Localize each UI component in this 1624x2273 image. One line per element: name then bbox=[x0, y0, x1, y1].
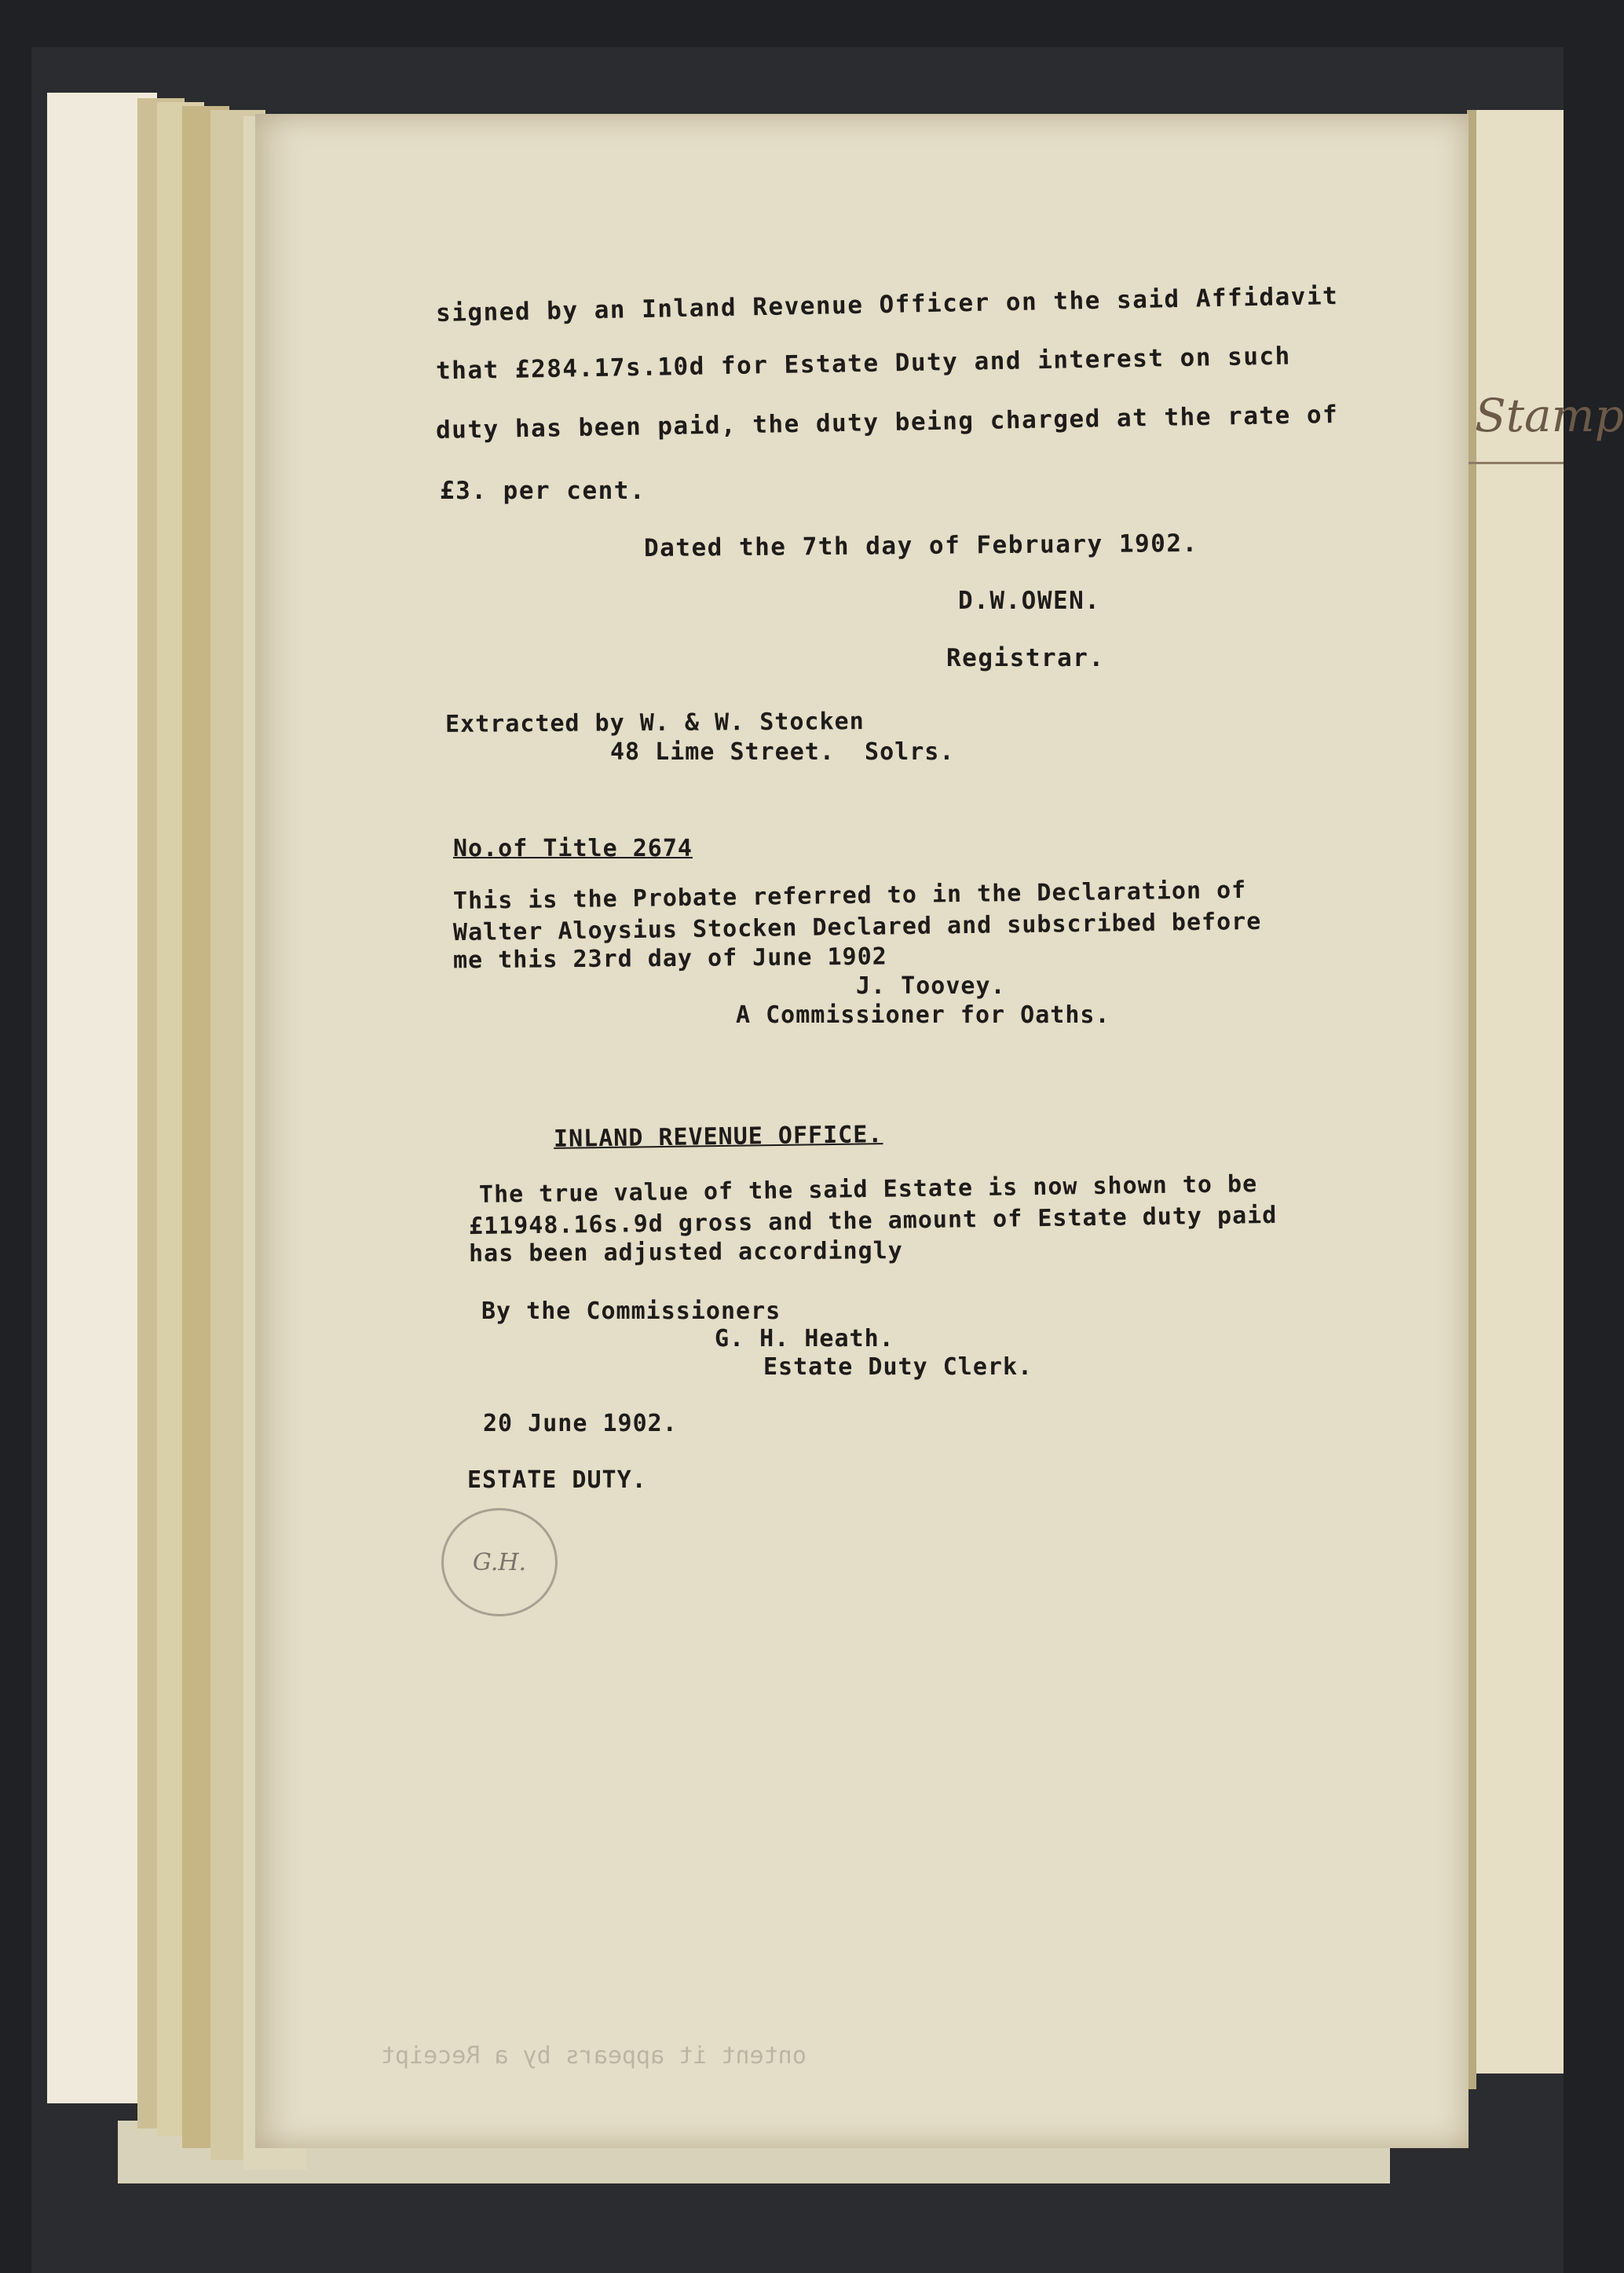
estate-duty: ESTATE DUTY. bbox=[467, 1466, 647, 1494]
circular-stamp bbox=[441, 1508, 558, 1616]
office-date: 20 June 1902. bbox=[483, 1410, 678, 1437]
clerk-title: Estate Duty Clerk. bbox=[763, 1353, 1033, 1381]
office-text-line: The true value of the said Estate is now shown to be bbox=[478, 1170, 1258, 1209]
extracted-by: Extracted by W. & W. Stocken bbox=[444, 708, 865, 738]
facing-page-rule bbox=[1467, 462, 1564, 464]
paragraph-line: signed by an Inland Revenue Officer on the said Affidavit bbox=[435, 281, 1339, 328]
clerk-name: G. H. Heath. bbox=[715, 1325, 894, 1352]
dated-line: Dated the 7th day of February 1902. bbox=[643, 529, 1198, 563]
paragraph-line: duty has been paid, the duty being charged at the rate of bbox=[435, 400, 1339, 445]
commissioner-title: A Commissioner for Oaths. bbox=[736, 1001, 1110, 1029]
commissioners-line: By the Commissioners bbox=[481, 1298, 781, 1325]
declaration-line: This is the Probate referred to in the Declaration of bbox=[452, 876, 1247, 916]
office-text-line: £11948.16s.9d gross and the amount of Estate duty paid bbox=[468, 1201, 1278, 1241]
stamp-text: G.H. bbox=[472, 1548, 527, 1576]
signatory-name: D.W.OWEN. bbox=[958, 587, 1101, 615]
declaration-line: Walter Aloysius Stocken Declared and subscribed before bbox=[452, 907, 1262, 947]
paragraph-line: that £284.17s.10d for Estate Duty and interest on such bbox=[435, 342, 1292, 386]
facing-page-handwriting: Stamp bbox=[1475, 389, 1624, 442]
paragraph-line: £3. per cent. bbox=[440, 477, 646, 505]
extracted-address: 48 Lime Street. Solrs. bbox=[610, 738, 955, 766]
declaration-line: me this 23rd day of June 1902 bbox=[452, 943, 887, 975]
document-page bbox=[255, 114, 1469, 2148]
bleed-through-text: ontent it appears by a Receipt bbox=[381, 2042, 807, 2070]
office-heading: INLAND REVENUE OFFICE. bbox=[553, 1121, 883, 1153]
commissioner-name: J. Toovey. bbox=[856, 972, 1006, 1000]
title-heading: No.of Title 2674 bbox=[453, 835, 693, 862]
signatory-title: Registrar. bbox=[946, 644, 1105, 672]
office-text-line: has been adjusted accordingly bbox=[468, 1237, 903, 1268]
